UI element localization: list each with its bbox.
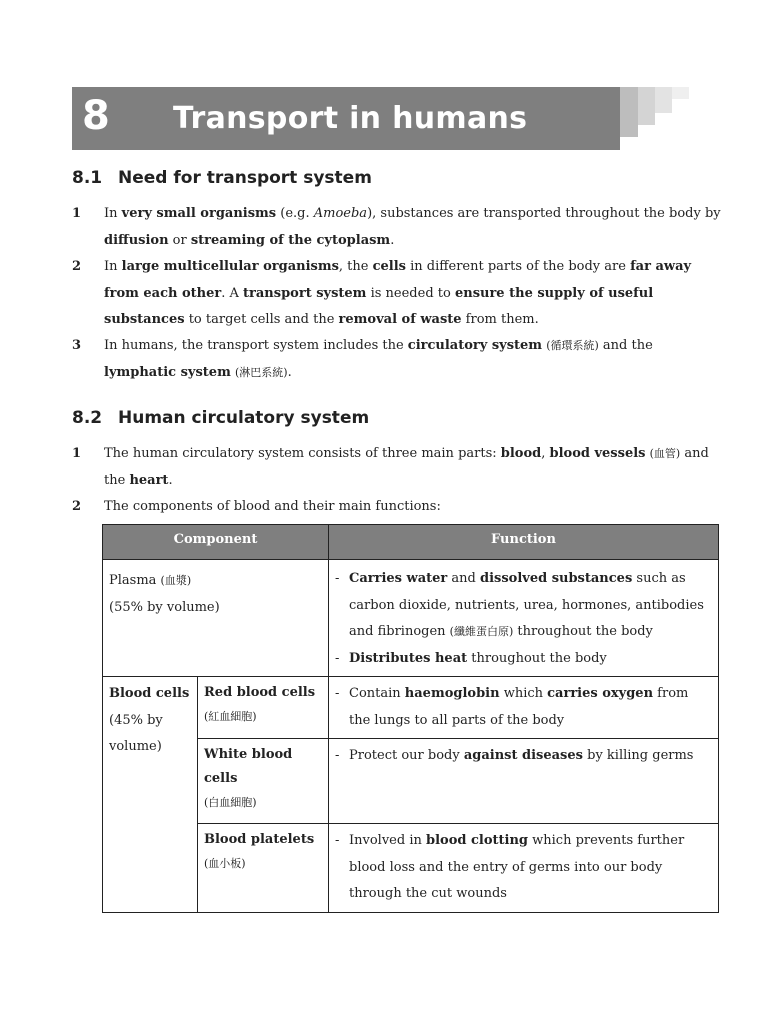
list-item — [72, 494, 722, 521]
column-header-function: Function — [329, 525, 719, 560]
item-number: 2 — [72, 499, 82, 514]
cell-type — [198, 677, 329, 739]
chapter-number: 8 — [82, 93, 110, 139]
cell-type — [198, 824, 329, 913]
list-item — [72, 333, 722, 386]
cell-type-name: Red blood cells — [204, 685, 316, 700]
cell-type-cjk: (紅血細胞) — [204, 710, 257, 723]
table-header-row — [103, 525, 719, 560]
plasma-functions — [329, 560, 719, 677]
cell-type-function — [329, 824, 719, 913]
function-item: - Protect our body against diseases by killing germs — [335, 743, 712, 770]
item-text: The components of blood and their main functions: — [104, 499, 441, 514]
list-item — [72, 441, 722, 494]
cell-type-name: White blood cells — [204, 747, 293, 786]
chapter-banner — [72, 87, 620, 150]
item-text: In large multicellular organisms, the cells in different parts of the body are far away from each other. A transport system is needed to ensure the supply of useful substances to target cells and the removal of waste from them. — [104, 259, 692, 327]
item-number: 3 — [72, 338, 82, 353]
section-title: Human circulatory system — [118, 408, 370, 428]
cell-type-name: Blood platelets — [204, 832, 315, 847]
function-item: - Carries water and dissolved substances such as carbon dioxide, nutrients, urea, hormones, antibodies and fibrinogen (纖維蛋白原) throughout the body — [335, 566, 712, 646]
table-row — [103, 677, 719, 739]
column-header-component: Component — [103, 525, 329, 560]
cell-type-function — [329, 677, 719, 739]
list-item — [72, 254, 722, 334]
cell-type-cjk: (白血細胞) — [204, 796, 257, 809]
plasma-volume: (55% by volume) — [109, 599, 220, 615]
item-text: In very small organisms (e.g. Amoeba), substances are transported throughout the body by diffusion or streaming of the cytoplasm. — [104, 206, 721, 248]
plasma-name: Plasma — [109, 573, 157, 588]
blood-cells-cell — [103, 677, 198, 913]
cell-type — [198, 739, 329, 824]
item-number: 2 — [72, 259, 82, 274]
section-number: 8.2 — [72, 408, 103, 428]
section-heading-8-2 — [72, 408, 369, 428]
cell-type-cjk: (血小板) — [204, 857, 246, 870]
item-number: 1 — [72, 446, 82, 461]
item-text: In humans, the transport system includes the circulatory system (循環系統) and the lymphatic system (淋巴系統). — [104, 338, 653, 380]
section-heading-8-1 — [72, 168, 372, 188]
blood-cells-name: Blood cells — [109, 686, 190, 701]
blood-components-table — [102, 524, 719, 913]
list-item — [72, 201, 722, 254]
plasma-cell — [103, 560, 329, 677]
banner-decoration — [620, 87, 690, 150]
chapter-title: Transport in humans — [173, 101, 528, 136]
function-item: - Involved in blood clotting which prevents further blood loss and the entry of germs into our body through the cut wounds — [335, 828, 712, 908]
cell-type-function — [329, 739, 719, 824]
function-item: - Contain haemoglobin which carries oxygen from the lungs to all parts of the body — [335, 681, 712, 734]
table-row — [103, 560, 719, 677]
item-number: 1 — [72, 206, 82, 221]
section-title: Need for transport system — [118, 168, 372, 188]
function-item: - Distributes heat throughout the body — [335, 646, 712, 673]
blood-cells-volume: (45% by volume) — [109, 712, 163, 754]
section-number: 8.1 — [72, 168, 103, 188]
item-text: The human circulatory system consists of three main parts: blood, blood vessels (血管) and the heart. — [104, 446, 709, 488]
plasma-cjk: (血漿) — [160, 574, 192, 587]
